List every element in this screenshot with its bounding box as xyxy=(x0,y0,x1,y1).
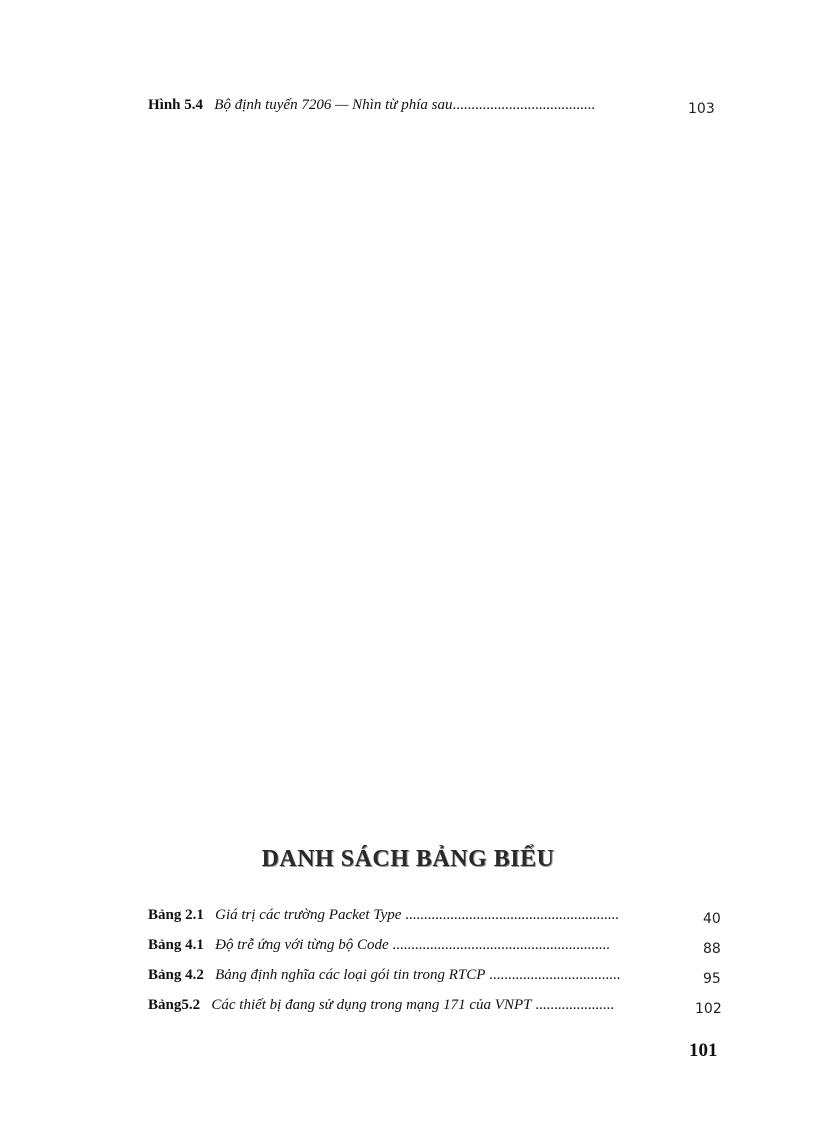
figure-page-ref: 103 xyxy=(688,101,715,117)
page-number: 101 xyxy=(689,1040,718,1061)
table-number: Bảng 2.1 xyxy=(148,907,204,923)
table-entry xyxy=(148,967,620,984)
leader-dots: ..................... xyxy=(531,997,614,1013)
table-number: Bảng 4.1 xyxy=(148,937,204,953)
table-entry xyxy=(148,937,610,954)
leader-dots: ......................................................... xyxy=(401,907,619,923)
table-page-ref: 88 xyxy=(703,941,721,957)
figure-entry xyxy=(148,97,595,114)
table-page-ref: 95 xyxy=(703,971,721,987)
table-number: Bảng 4.2 xyxy=(148,967,204,983)
table-caption: Độ trễ ứng với từng bộ Code xyxy=(215,937,389,953)
table-page-ref: 40 xyxy=(703,911,721,927)
table-caption: Bảng định nghĩa các loại gói tin trong RTCP xyxy=(215,967,486,983)
figure-caption: Bộ định tuyến 7206 — Nhìn từ phía sau xyxy=(214,97,453,113)
leader-dots: ................................... xyxy=(485,967,621,983)
table-entry xyxy=(148,907,619,924)
section-title: DANH SÁCH BẢNG BIỂU xyxy=(261,846,555,872)
figure-number: Hình 5.4 xyxy=(148,97,204,113)
table-page-ref: 102 xyxy=(695,1001,722,1017)
table-caption: Giá trị các trường Packet Type xyxy=(215,907,402,923)
table-number: Bảng5.2 xyxy=(148,997,201,1013)
table-caption: Các thiết bị đang sử dụng trong mạng 171 của VNPT xyxy=(211,997,532,1013)
leader-dots: ...................................... xyxy=(452,97,595,113)
table-entry xyxy=(148,997,614,1014)
leader-dots: .......................................................... xyxy=(388,937,610,953)
